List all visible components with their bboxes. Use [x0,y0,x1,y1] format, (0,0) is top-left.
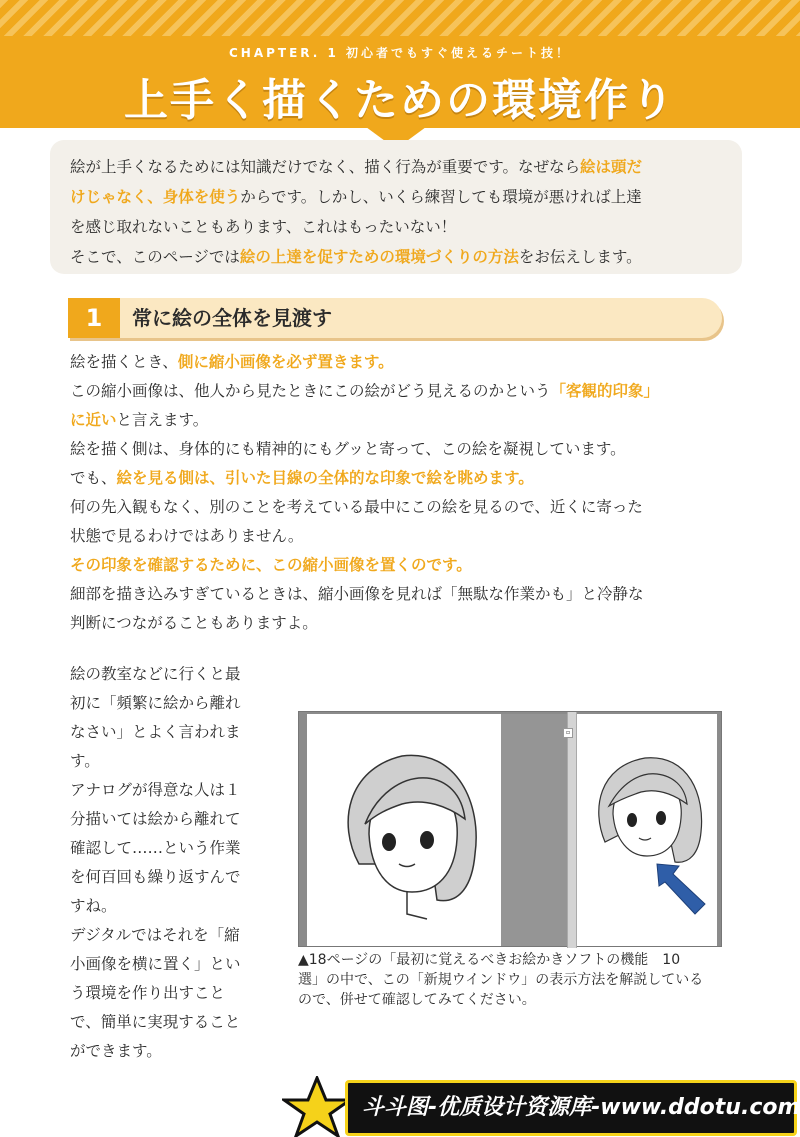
star-icon [282,1076,352,1137]
figure-caption [298,950,728,1010]
caption-line: 選」の中で、この「新規ウインドウ」の表示方法を解説している [298,972,704,988]
body-text [70,348,730,638]
body-line: 絵を描く側は、身体的にも精神的にもグッと寄って、この絵を凝視しています。 [70,440,626,458]
thumbnail-canvas [577,714,717,946]
side-line: アナログが得意な人は１ [70,781,241,799]
arrow-icon [657,864,705,914]
body-line: 絵を描くとき、側に縮小画像を必ず置きます。 [70,353,394,371]
section-number: 1 [68,298,120,338]
caption-line: ので、併せて確認してみてください。 [298,992,536,1008]
body-line: この縮小画像は、他人から見たときにこの絵がどう見えるのかという「客観的印象」 [70,382,660,400]
intro-line: 絵が上手くなるためには知識だけでなく、描く行為が重要です。なぜなら絵は頭だ [70,158,642,176]
chapter-label: CHAPTER. 1 初心者でもすぐ使えるチート技！ [228,46,572,60]
body-line: その印象を確認するために、この縮小画像を置くのです。 [70,556,472,574]
body-line: 細部を描き込みすぎているときは、縮小画像を見れば「無駄な作業かも」と冷静な [70,585,644,603]
side-line: ができます。 [70,1042,162,1060]
chapter-header [0,0,800,128]
canvas-gutter [501,714,567,946]
section-heading [68,298,722,338]
intro-box [50,140,742,274]
window-divider[interactable] [567,712,577,948]
side-line: す。 [70,752,100,770]
body-line: 何の先入観もなく、別のことを考えている最中にこの絵を見るので、近くに寄った [70,498,643,516]
side-line: で、簡単に実現すること [70,1013,241,1031]
watermark-banner [345,1080,800,1136]
watermark-text: 斗斗图-优质设计资源库-www.ddotu.com [362,1095,800,1120]
side-line: なさい」とよく言われま [70,723,241,741]
page-title: 上手く描くための環境作り [124,75,676,126]
software-screenshot [298,711,722,947]
section-title: 常に絵の全体を見渡す [132,306,332,330]
side-text [70,660,270,1066]
intro-line: けじゃなく、身体を使うからです。しかし、いくら練習しても環境が悪ければ上達 [70,188,642,206]
caption-line: ▲18ページの「最初に覚えるべきお絵かきソフトの機能 10 [298,952,681,968]
side-line: 絵の教室などに行くと最 [70,665,241,683]
intro-line: そこで、このページでは絵の上達を促すための環境づくりの方法をお伝えします。 [70,248,642,266]
side-line: すね。 [70,897,117,915]
window-button-icon[interactable]: ▫ [563,728,573,738]
side-line: う環境を作り出すこと [70,984,226,1002]
side-line: デジタルではそれを「縮 [70,926,240,944]
body-line: 状態で見るわけではありません。 [70,527,304,545]
side-line: 小画像を横に置く」とい [70,955,241,973]
header-stripes [0,0,800,36]
side-line: 確認して……という作業 [70,839,241,857]
body-line: 判断につながることもありますよ。 [70,614,318,632]
body-line: でも、絵を見る側は、引いた目線の全体的な印象で絵を眺めます。 [70,469,534,487]
side-line: を何百回も繰り返すんで [70,868,241,886]
main-canvas [307,714,501,946]
girl-illustration-large-icon [307,714,501,946]
side-line: 分描いては絵から離れて [70,810,241,828]
intro-line: を感じ取れないこともあります、これはもったいない！ [70,218,457,236]
side-line: 初に「頻繁に絵から離れ [70,694,241,712]
body-line: に近いと言えます。 [70,411,209,429]
girl-illustration-small-icon [577,714,717,946]
